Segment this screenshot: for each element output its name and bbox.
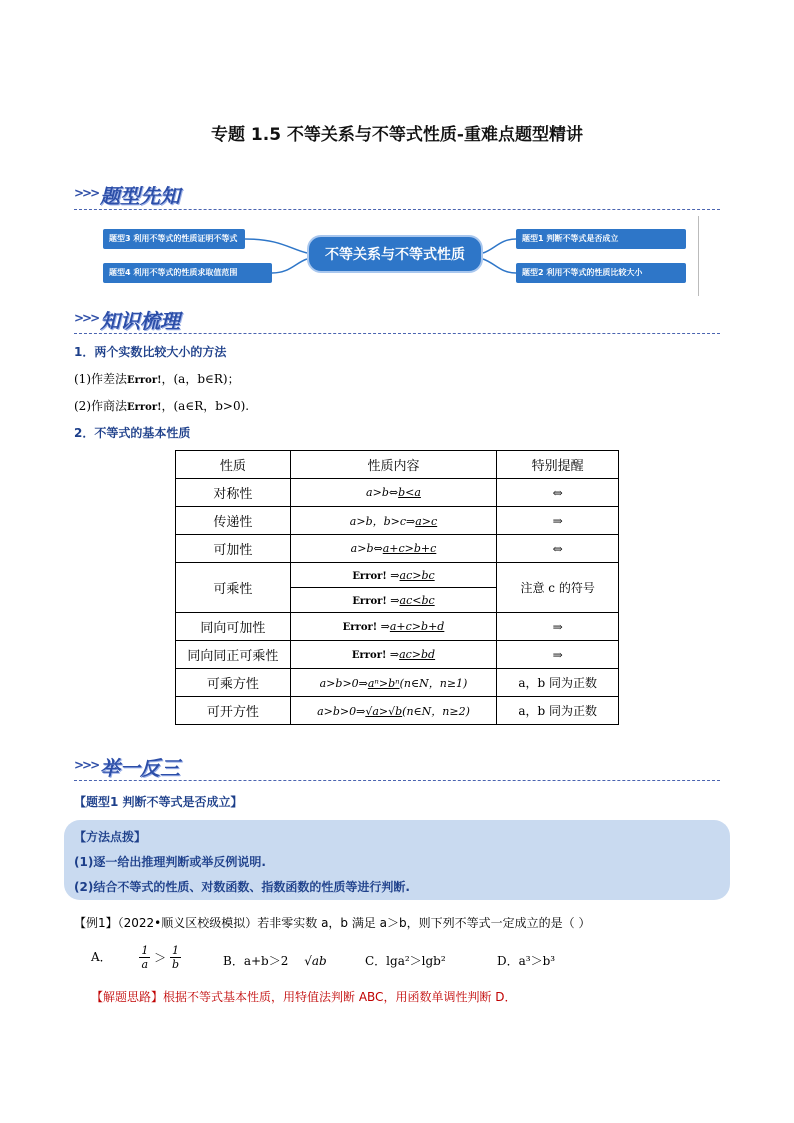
error-field: Error! bbox=[342, 622, 378, 633]
table-header-row bbox=[176, 451, 619, 479]
method-tip-1: (1)逐一给出推理判断或举反例说明. bbox=[74, 855, 266, 869]
table-header: 性质内容 bbox=[290, 451, 497, 479]
section-title: 举一反三 bbox=[100, 756, 180, 780]
hint-label: 【解题思路】 bbox=[91, 990, 164, 1004]
method-quotient bbox=[74, 397, 249, 414]
property-name: 可乘性 bbox=[176, 563, 291, 613]
property-content bbox=[290, 507, 497, 535]
method-tip-2: (2)结合不等式的性质、对数函数、指数函数的性质等进行判断. bbox=[74, 880, 410, 894]
section-title: 知识梳理 bbox=[100, 309, 180, 333]
section-arrows: >>> bbox=[74, 758, 99, 772]
method-tip-title: 【方法点拨】 bbox=[74, 830, 147, 844]
property-name: 传递性 bbox=[176, 507, 291, 535]
table-header: 性质 bbox=[176, 451, 291, 479]
property-name: 同向同正可乘性 bbox=[176, 641, 291, 669]
property-note: ⇒ bbox=[497, 507, 619, 535]
solution-hint bbox=[91, 988, 517, 1005]
method-quotient-suffix: ，(a∈R，b>0). bbox=[161, 399, 250, 413]
page-title: 专题 1.5 不等关系与不等式性质-重难点题型精讲 bbox=[210, 125, 583, 145]
fraction-one-over-b bbox=[170, 944, 181, 971]
property-content bbox=[290, 697, 497, 725]
section-divider bbox=[74, 780, 720, 781]
option-a-label: A． bbox=[91, 950, 112, 964]
property-content bbox=[290, 669, 497, 697]
property-note: a，b 同为正数 bbox=[497, 669, 619, 697]
mindmap-node-type3: 题型3 利用不等式的性质证明不等式 bbox=[103, 229, 245, 249]
content-blank: ac>bc bbox=[399, 568, 435, 582]
denominator: b bbox=[172, 958, 180, 971]
option-b-root: √ab bbox=[304, 954, 327, 968]
content-blank: a>c bbox=[415, 514, 438, 528]
table-row bbox=[176, 641, 619, 669]
type1-title: 【题型1 判断不等式是否成立】 bbox=[74, 795, 243, 809]
content-blank: a+c>b+d bbox=[389, 620, 445, 633]
content-part: (n∈N，n≥2) bbox=[402, 704, 470, 718]
property-content bbox=[290, 479, 497, 507]
mind-map-border bbox=[698, 216, 699, 296]
property-name: 可开方性 bbox=[176, 697, 291, 725]
property-content bbox=[290, 613, 497, 641]
table-row bbox=[176, 563, 619, 588]
content-blank: a+c>b+c bbox=[382, 542, 437, 555]
property-note: ⇒ bbox=[497, 613, 619, 641]
table-row bbox=[176, 697, 619, 725]
content-blank: aⁿ>bⁿ bbox=[367, 676, 400, 690]
table-row bbox=[176, 535, 619, 563]
property-name: 对称性 bbox=[176, 479, 291, 507]
error-field: Error! bbox=[352, 570, 387, 582]
section-divider bbox=[74, 333, 720, 334]
method-difference-prefix: (1)作差法 bbox=[74, 372, 127, 386]
content-part: a>b>0⇒ bbox=[317, 704, 366, 718]
numerator: 1 bbox=[141, 944, 149, 957]
content-blank: b<a bbox=[398, 486, 421, 499]
table-header: 特别提醒 bbox=[497, 451, 619, 479]
content-part: ⇒ bbox=[386, 593, 400, 607]
properties-table bbox=[175, 450, 619, 725]
content-part: ⇒ bbox=[386, 568, 400, 582]
table-row bbox=[176, 613, 619, 641]
mind-map bbox=[100, 219, 700, 297]
option-c: C．lga²＞lgb² bbox=[365, 954, 446, 968]
error-field: Error! bbox=[352, 595, 387, 607]
mindmap-node-type2: 题型2 利用不等式的性质比较大小 bbox=[516, 263, 686, 283]
property-note: ⇔ bbox=[497, 535, 619, 563]
error-field: Error! bbox=[127, 375, 162, 386]
property-note: 注意 c 的符号 bbox=[497, 563, 619, 613]
greater-than: ＞ bbox=[154, 951, 167, 965]
method-difference-suffix: ，(a，b∈R)； bbox=[161, 372, 240, 386]
numerator: 1 bbox=[170, 944, 181, 958]
table-row bbox=[176, 479, 619, 507]
content-part: a>b，b>c⇒ bbox=[349, 514, 416, 528]
property-content bbox=[290, 641, 497, 669]
option-d: D．a³＞b³ bbox=[497, 954, 556, 968]
section-divider bbox=[74, 209, 720, 210]
content-part: a>b⇔ bbox=[350, 542, 383, 555]
property-name: 可加性 bbox=[176, 535, 291, 563]
content-part: a>b⇔ bbox=[366, 486, 399, 499]
property-content bbox=[290, 588, 497, 613]
property-name: 可乘方性 bbox=[176, 669, 291, 697]
mindmap-node-type4: 题型4 利用不等式的性质求取值范围 bbox=[103, 263, 272, 283]
method-difference bbox=[74, 370, 240, 387]
content-blank: √a>√b bbox=[365, 704, 403, 718]
property-name: 同向可加性 bbox=[176, 613, 291, 641]
section-arrows: >>> bbox=[74, 186, 99, 200]
content-part: a>b>0⇒ bbox=[319, 676, 368, 690]
method-tip-box bbox=[64, 820, 730, 900]
knowledge-heading-1: 1．两个实数比较大小的方法 bbox=[74, 345, 227, 359]
content-part: ⇒ bbox=[386, 648, 400, 661]
section-arrows: >>> bbox=[74, 311, 99, 325]
hint-text: 根据不等式基本性质，用特值法判断 ABC，用函数单调性判断 D． bbox=[163, 990, 517, 1004]
option-a bbox=[91, 944, 181, 971]
content-blank: ac>bd bbox=[399, 648, 436, 661]
content-blank: ac<bc bbox=[399, 593, 435, 607]
mindmap-center: 不等关系与不等式性质 bbox=[307, 235, 483, 273]
content-part: (n∈N，n≥1) bbox=[399, 676, 468, 690]
property-content bbox=[290, 535, 497, 563]
option-b-text: B．a+b＞2 bbox=[223, 954, 289, 968]
content-part: ⇒ bbox=[377, 620, 390, 633]
error-field: Error! bbox=[351, 650, 387, 661]
table-row bbox=[176, 669, 619, 697]
property-note: ⇒ bbox=[497, 641, 619, 669]
knowledge-heading-2: 2．不等式的基本性质 bbox=[74, 426, 191, 440]
table-row bbox=[176, 507, 619, 535]
option-b bbox=[223, 952, 327, 969]
property-content bbox=[290, 563, 497, 588]
error-field: Error! bbox=[127, 402, 162, 413]
denominator: a bbox=[141, 958, 149, 971]
property-note: ⇔ bbox=[497, 479, 619, 507]
example-1-question: 【例1】（2022•顺义区校级模拟）若非零实数 a，b 满足 a＞b，则下列不等式一定成立的是（ ） bbox=[74, 916, 591, 930]
section-title: 题型先知 bbox=[100, 184, 180, 208]
property-note: a，b 同为正数 bbox=[497, 697, 619, 725]
method-quotient-prefix: (2)作商法 bbox=[74, 399, 127, 413]
fraction-one-over-a bbox=[139, 944, 150, 971]
mindmap-node-type1: 题型1 判断不等式是否成立 bbox=[516, 229, 686, 249]
